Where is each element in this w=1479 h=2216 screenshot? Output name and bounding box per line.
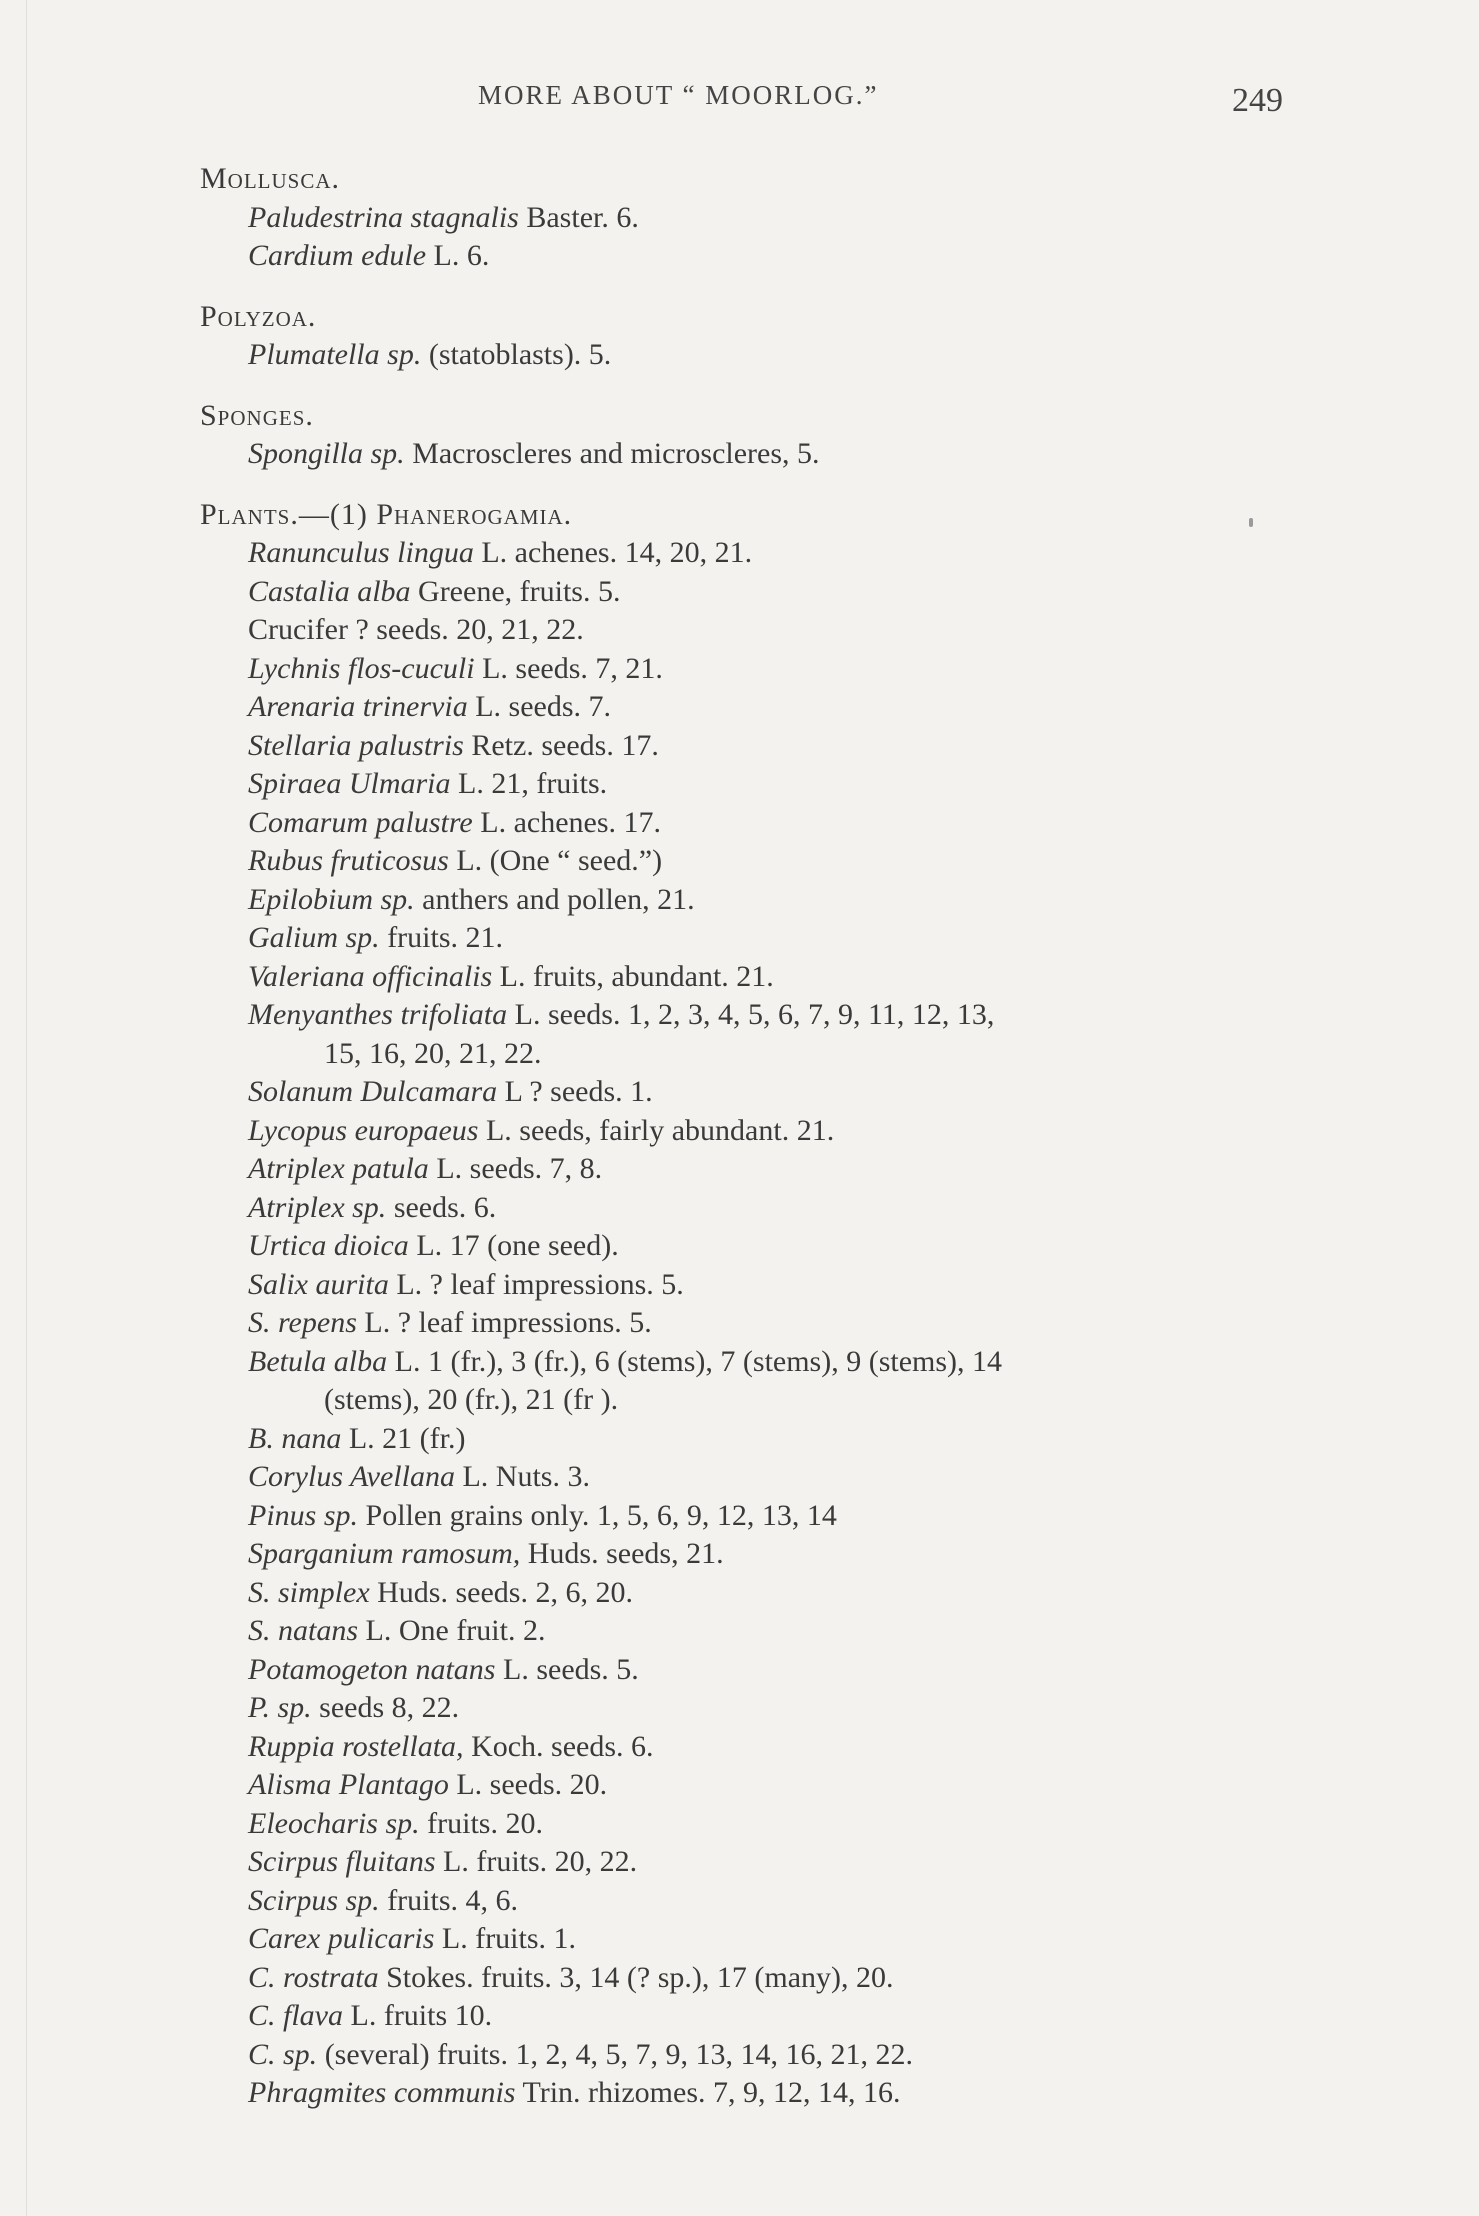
entry-details: Stokes. fruits. 3, 14 (? sp.), 17 (many), 20. (378, 1960, 894, 1994)
list-item (200, 1651, 1340, 1690)
list-item (200, 1227, 1340, 1266)
section-heading: Plants.—(1) Phanerogamia. (200, 497, 573, 531)
entry-details: Retz. seeds. 17. (463, 728, 659, 762)
list-item (200, 1689, 1340, 1728)
taxon-name: Spongilla sp. (248, 437, 405, 470)
taxon-name: P. sp. (248, 1691, 312, 1724)
entry-details: Pollen grains only. 1, 5, 6, 9, 12, 13, 14 (358, 1498, 837, 1532)
list-item (200, 1420, 1340, 1459)
entry-details: L. Nuts. 3. (454, 1460, 590, 1493)
list-item (200, 1728, 1340, 1767)
list-item (200, 1882, 1340, 1921)
entry-details: L. 6. (426, 239, 490, 272)
taxon-name: Phragmites communis (248, 2076, 516, 2109)
list-item (200, 1574, 1340, 1613)
entry-details: L. One fruit. 2. (358, 1614, 546, 1647)
taxon-name: Atriplex patula (248, 1152, 429, 1185)
entry-details: L. fruits. 1. (434, 1922, 577, 1955)
entry-continuation (200, 1035, 1340, 1074)
list-item (200, 1189, 1340, 1228)
taxon-name: Arenaria trinervia (248, 690, 468, 723)
entry-details: L. 21, fruits. (450, 767, 608, 800)
entry-details: (statoblasts). 5. (421, 338, 612, 371)
entry-continuation (200, 1381, 1340, 1420)
taxon-name: Stellaria palustris (248, 728, 464, 762)
entry-details: L. seeds. 5. (495, 1652, 639, 1686)
entry-details: Huds. seeds, 21. (520, 1537, 724, 1570)
section (200, 397, 1340, 474)
taxon-name: Rubus fruticosus (248, 844, 449, 877)
entry-details: Crucifer ? seeds. 20, 21, 22. (248, 613, 584, 646)
section (200, 160, 1340, 276)
taxon-name: C. flava (248, 1999, 343, 2032)
list-item (200, 1805, 1340, 1844)
taxon-name: Salix aurita (248, 1267, 389, 1301)
entry-details: Koch. seeds. 6. (463, 1729, 654, 1763)
entry-details: Macroscleres and microscleres, 5. (404, 437, 820, 470)
list-item (200, 881, 1340, 920)
list-item (200, 1343, 1340, 1382)
list-item (200, 1073, 1340, 1112)
list-item (200, 336, 1340, 375)
list-item (200, 534, 1340, 573)
entry-details: L. ? leaf impressions. 5. (388, 1267, 684, 1301)
list-item (200, 1766, 1340, 1805)
taxon-name: Sparganium ramosum, (248, 1537, 521, 1570)
taxon-name: Betula alba (248, 1344, 388, 1378)
entry-details: seeds. 6. (386, 1190, 497, 1224)
taxon-name: Castalia alba (248, 574, 411, 608)
list-item (200, 237, 1340, 276)
list-item (200, 650, 1340, 689)
list-item (200, 1112, 1340, 1151)
list-item (200, 1304, 1340, 1343)
taxon-name: Potamogeton natans (248, 1652, 496, 1686)
entry-details: L. seeds, fairly abundant. 21. (478, 1113, 835, 1147)
list-item (200, 996, 1340, 1035)
entry-details: Trin. rhizomes. 7, 9, 12, 14, 16. (515, 2076, 901, 2109)
entry-details: fruits. 20. (419, 1806, 543, 1840)
taxon-name: Carex pulicaris (248, 1922, 435, 1955)
entry-details: L. fruits 10. (343, 1999, 493, 2032)
list-item (200, 1612, 1340, 1651)
entry-details: L. seeds. 20. (448, 1768, 608, 1801)
list-item (200, 765, 1340, 804)
list-item (200, 2036, 1340, 2075)
taxon-name: Ruppia rostellata, (248, 1729, 464, 1763)
list-item (200, 1920, 1340, 1959)
taxon-name: Solanum Dulcamara (248, 1075, 498, 1108)
entry-details: L. seeds. 1, 2, 3, 4, 5, 6, 7, 9, 11, 12, 13, (507, 998, 995, 1031)
entry-details: (several) fruits. 1, 2, 4, 5, 7, 9, 13, 14, 16, 21, 22. (317, 2037, 913, 2071)
taxon-name: B. nana (248, 1421, 342, 1455)
entry-details: L. seeds. 7. (467, 690, 612, 723)
section (200, 496, 1340, 2113)
taxon-name: Corylus Avellana (248, 1460, 455, 1493)
running-title: MORE ABOUT “ MOORLOG.” (478, 80, 879, 110)
taxon-name: S. natans (248, 1614, 359, 1647)
list-item (200, 842, 1340, 881)
taxon-name: Urtica dioica (248, 1229, 409, 1262)
entry-details: fruits. 4, 6. (379, 1883, 519, 1917)
list-item (200, 199, 1340, 238)
list-item (200, 1150, 1340, 1189)
list-item (200, 804, 1340, 843)
taxon-name: Paludestrina stagnalis (248, 200, 519, 234)
taxon-name: Lychnis flos-cuculi (248, 651, 475, 685)
taxon-name: Epilobium sp. (248, 882, 415, 916)
section-heading: Mollusca. (200, 162, 341, 195)
taxon-name: Atriplex sp. (248, 1190, 387, 1224)
list-item (200, 688, 1340, 727)
taxon-name: C. rostrata (248, 1960, 379, 1994)
section-heading: Sponges. (200, 398, 314, 432)
page-number: 249 (1232, 82, 1283, 119)
list-item (200, 1997, 1340, 2036)
list-item (200, 1497, 1340, 1536)
entry-details: Baster. 6. (518, 200, 639, 234)
list-item (200, 1458, 1340, 1497)
taxon-name: Scirpus fluitans (248, 1845, 436, 1878)
entry-details: fruits. 21. (379, 921, 504, 954)
list-item (200, 727, 1340, 766)
taxon-name: Alisma Plantago (248, 1768, 449, 1801)
entry-details: L. (One “ seed.”) (448, 844, 663, 877)
taxon-name: S. simplex (248, 1575, 370, 1609)
entry-details: seeds 8, 22. (311, 1691, 460, 1724)
entry-details: L. achenes. 17. (472, 805, 662, 839)
entry-details: L ? seeds. 1. (497, 1075, 653, 1108)
list-item (200, 2074, 1340, 2113)
entry-details: anthers and pollen, 21. (414, 882, 695, 916)
species-list (200, 160, 1340, 2135)
taxon-name: Plumatella sp. (248, 338, 422, 371)
entry-details: L. 1 (fr.), 3 (fr.), 6 (stems), 7 (stems), 9 (stems), 14 (387, 1344, 1003, 1378)
taxon-name: Pinus sp. (248, 1498, 359, 1532)
entry-details: (stems), 20 (fr.), 21 (fr ). (324, 1383, 619, 1416)
list-item (200, 573, 1340, 612)
entry-details: L. 21 (fr.) (341, 1421, 466, 1455)
entry-details: L. ? leaf impressions. 5. (356, 1306, 652, 1339)
entry-details: L. fruits. 20, 22. (435, 1845, 638, 1878)
taxon-name: Ranunculus lingua (248, 536, 474, 569)
list-item (200, 435, 1340, 474)
entry-details: 15, 16, 20, 21, 22. (324, 1036, 542, 1070)
taxon-name: Comarum palustre (248, 805, 473, 839)
taxon-name: C. sp. (248, 2037, 318, 2071)
taxon-name: Eleocharis sp. (248, 1806, 420, 1840)
list-item (200, 1535, 1340, 1574)
taxon-name: Galium sp. (248, 921, 380, 954)
entry-details: L. seeds. 7, 21. (474, 651, 663, 685)
taxon-name: Cardium edule (248, 239, 427, 272)
entry-details: L. 17 (one seed). (408, 1229, 619, 1262)
entry-details: L. seeds. 7, 8. (428, 1152, 603, 1185)
section (200, 298, 1340, 375)
list-item (200, 1959, 1340, 1998)
list-item (200, 1266, 1340, 1305)
entry-details: L. achenes. 14, 20, 21. (473, 536, 753, 569)
list-item (200, 611, 1340, 650)
taxon-name: Valeriana officinalis (248, 959, 493, 993)
taxon-name: Menyanthes trifoliata (248, 998, 508, 1031)
taxon-name: Lycopus europaeus (248, 1113, 479, 1147)
list-item (200, 919, 1340, 958)
list-item (200, 1843, 1340, 1882)
entry-details: L. fruits, abundant. 21. (492, 959, 774, 993)
entry-details: Greene, fruits. 5. (410, 574, 621, 608)
taxon-name: S. repens (248, 1306, 357, 1339)
entry-details: Huds. seeds. 2, 6, 20. (369, 1575, 633, 1609)
page-edge-shadow (26, 0, 27, 2216)
taxon-name: Spiraea Ulmaria (248, 767, 451, 800)
section-heading: Polyzoa. (200, 299, 317, 333)
list-item (200, 958, 1340, 997)
taxon-name: Scirpus sp. (248, 1883, 380, 1917)
